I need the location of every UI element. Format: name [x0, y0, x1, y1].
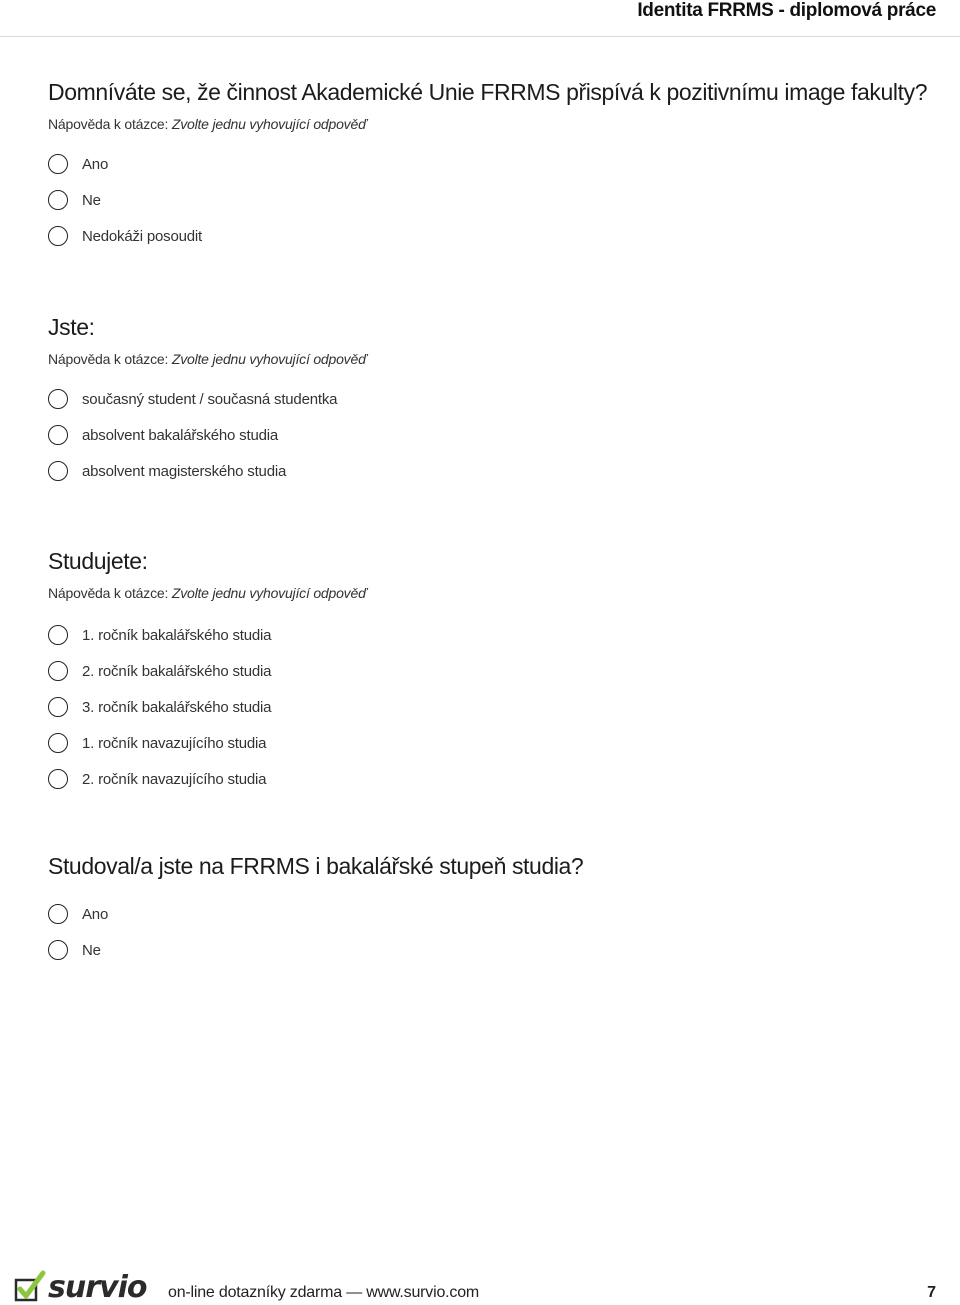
- radio-button[interactable]: [48, 425, 68, 445]
- radio-button[interactable]: [48, 226, 68, 246]
- hint-instruction: Zvolte jednu vyhovující odpověď: [171, 116, 367, 132]
- logo-text: survio: [48, 1270, 147, 1305]
- option-ano[interactable]: [48, 896, 583, 932]
- option-label: 2. ročník navazujícího studia: [82, 770, 267, 788]
- option-label: absolvent magisterského studia: [82, 462, 287, 480]
- hint-instruction: Zvolte jednu vyhovující odpověď: [171, 351, 367, 367]
- question-2: [48, 313, 367, 489]
- option-soucasny-student[interactable]: [48, 381, 367, 417]
- radio-button[interactable]: [48, 625, 68, 645]
- question-1: [48, 78, 927, 254]
- question-hint: Nápověda k otázce: Zvolte jednu vyhovující odpověď: [48, 585, 367, 601]
- option-label: 1. ročník bakalářského studia: [82, 626, 272, 644]
- option-label: Ne: [82, 191, 101, 209]
- radio-button[interactable]: [48, 769, 68, 789]
- checkmark-icon: [14, 1270, 46, 1304]
- header-divider: [0, 36, 960, 37]
- footer-link-text[interactable]: on-line dotazníky zdarma — www.survio.com: [168, 1284, 480, 1301]
- option-ne[interactable]: [48, 182, 927, 218]
- option-absolvent-bakalarskeho[interactable]: [48, 417, 367, 453]
- question-hint: Nápověda k otázce: Zvolte jednu vyhovující odpověď: [48, 351, 367, 367]
- option-label: Ano: [82, 905, 109, 923]
- radio-button[interactable]: [48, 940, 68, 960]
- option-nedokazi-posoudit[interactable]: [48, 218, 927, 254]
- option-label: Nedokáži posoudit: [82, 227, 203, 245]
- option-ne[interactable]: [48, 932, 583, 968]
- option-label: 3. ročník bakalářského studia: [82, 698, 272, 716]
- option-label: současný student / současná studentka: [82, 390, 338, 408]
- radio-button[interactable]: [48, 904, 68, 924]
- option-label: 1. ročník navazujícího studia: [82, 734, 267, 752]
- radio-button[interactable]: [48, 661, 68, 681]
- option-label: 2. ročník bakalářského studia: [82, 662, 272, 680]
- question-title: Jste:: [48, 314, 95, 340]
- question-hint: Nápověda k otázce: Zvolte jednu vyhovující odpověď: [48, 116, 367, 132]
- document-title: Identita FRRMS - diplomová práce: [637, 0, 936, 21]
- option-1-rocnik-bakalarskeho[interactable]: [48, 617, 367, 653]
- option-3-rocnik-bakalarskeho[interactable]: [48, 689, 367, 725]
- radio-button[interactable]: [48, 733, 68, 753]
- survio-logo: [14, 1270, 146, 1304]
- question-title: Studujete:: [48, 548, 148, 574]
- radio-button[interactable]: [48, 389, 68, 409]
- option-1-rocnik-navazujiciho[interactable]: [48, 725, 367, 761]
- option-ano[interactable]: [48, 146, 927, 182]
- question-4: [48, 852, 583, 968]
- radio-button[interactable]: [48, 190, 68, 210]
- option-label: Ne: [82, 941, 101, 959]
- option-label: Ano: [82, 155, 109, 173]
- option-absolvent-magisterskeho[interactable]: [48, 453, 367, 489]
- option-2-rocnik-bakalarskeho[interactable]: [48, 653, 367, 689]
- radio-button[interactable]: [48, 154, 68, 174]
- question-title: Studoval/a jste na FRRMS i bakalářské stupeň studia?: [48, 853, 584, 879]
- hint-instruction: Zvolte jednu vyhovující odpověď: [171, 585, 367, 601]
- radio-button[interactable]: [48, 697, 68, 717]
- page-footer: [0, 1268, 960, 1305]
- question-3: [48, 547, 367, 797]
- option-label: absolvent bakalářského studia: [82, 426, 278, 444]
- radio-button[interactable]: [48, 461, 68, 481]
- option-2-rocnik-navazujiciho[interactable]: [48, 761, 367, 797]
- question-title: Domníváte se, že činnost Akademické Unie FRRMS přispívá k pozitivnímu image fakulty?: [48, 79, 928, 105]
- page-number: 7: [927, 1284, 936, 1301]
